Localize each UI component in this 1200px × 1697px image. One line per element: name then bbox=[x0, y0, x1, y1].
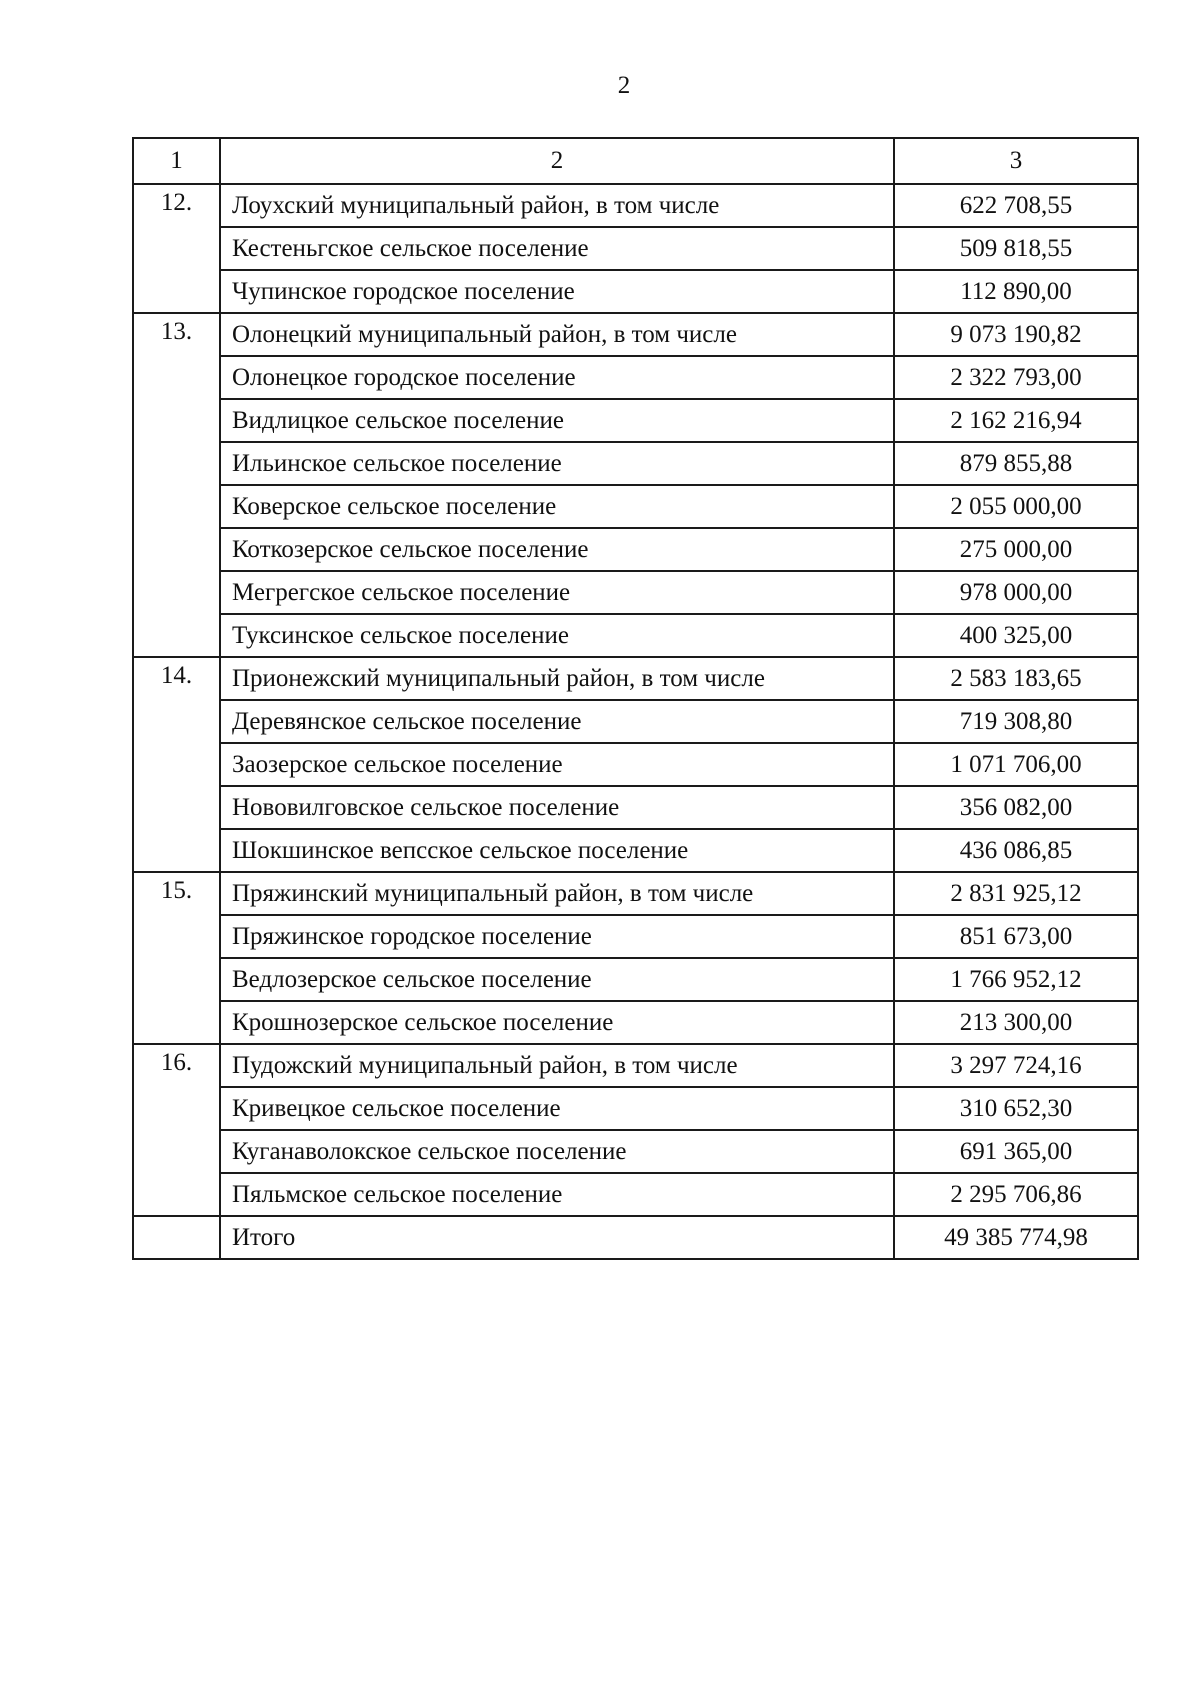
budget-table bbox=[132, 137, 1139, 1260]
settlement-name: Ведлозерское сельское поселение bbox=[220, 958, 894, 1001]
group-number-cell bbox=[133, 872, 220, 1044]
district-name: Лоухский муниципальный район, в том числе bbox=[220, 184, 894, 227]
group-number-cell bbox=[133, 657, 220, 872]
total-label: Итого bbox=[220, 1216, 894, 1259]
table-row bbox=[133, 958, 1138, 1001]
amount-value: 275 000,00 bbox=[894, 528, 1138, 571]
amount-value: 213 300,00 bbox=[894, 1001, 1138, 1044]
amount-value: 3 297 724,16 bbox=[894, 1044, 1138, 1087]
amount-value: 719 308,80 bbox=[894, 700, 1138, 743]
table-row bbox=[133, 743, 1138, 786]
group-number-cell bbox=[133, 313, 220, 657]
amount-value: 2 583 183,65 bbox=[894, 657, 1138, 700]
amount-value: 879 855,88 bbox=[894, 442, 1138, 485]
amount-value: 2 831 925,12 bbox=[894, 872, 1138, 915]
group-number: 12. bbox=[160, 189, 193, 216]
settlement-name: Чупинское городское поселение bbox=[220, 270, 894, 313]
table-row bbox=[133, 1173, 1138, 1216]
table-row bbox=[133, 485, 1138, 528]
table-row bbox=[133, 915, 1138, 958]
amount-value: 851 673,00 bbox=[894, 915, 1138, 958]
amount-value: 9 073 190,82 bbox=[894, 313, 1138, 356]
settlement-name: Мегрегское сельское поселение bbox=[220, 571, 894, 614]
page-number: 2 bbox=[617, 72, 631, 99]
amount-value: 436 086,85 bbox=[894, 829, 1138, 872]
district-name: Пряжинский муниципальный район, в том числе bbox=[220, 872, 894, 915]
total-value: 49 385 774,98 bbox=[894, 1216, 1138, 1259]
settlement-name: Заозерское сельское поселение bbox=[220, 743, 894, 786]
amount-value: 1 071 706,00 bbox=[894, 743, 1138, 786]
table-row bbox=[133, 442, 1138, 485]
table-row bbox=[133, 1087, 1138, 1130]
group-number-cell bbox=[133, 184, 220, 313]
table-row bbox=[133, 872, 1138, 915]
settlement-name: Туксинское сельское поселение bbox=[220, 614, 894, 657]
table-row bbox=[133, 399, 1138, 442]
settlement-name: Пряжинское городское поселение bbox=[220, 915, 894, 958]
table-row bbox=[133, 614, 1138, 657]
amount-value: 112 890,00 bbox=[894, 270, 1138, 313]
table-row bbox=[133, 571, 1138, 614]
district-name: Прионежский муниципальный район, в том числе bbox=[220, 657, 894, 700]
amount-value: 691 365,00 bbox=[894, 1130, 1138, 1173]
group-number: 16. bbox=[160, 1049, 193, 1076]
group-number: 14. bbox=[160, 662, 193, 689]
amount-value: 509 818,55 bbox=[894, 227, 1138, 270]
column-2-header: 2 bbox=[220, 138, 894, 184]
amount-value: 2 055 000,00 bbox=[894, 485, 1138, 528]
amount-value: 2 162 216,94 bbox=[894, 399, 1138, 442]
table-row bbox=[133, 1001, 1138, 1044]
amount-value: 2 295 706,86 bbox=[894, 1173, 1138, 1216]
settlement-name: Коткозерское сельское поселение bbox=[220, 528, 894, 571]
table-row bbox=[133, 829, 1138, 872]
table-row bbox=[133, 657, 1138, 700]
total-number-cell bbox=[133, 1216, 220, 1259]
settlement-name: Пяльмское сельское поселение bbox=[220, 1173, 894, 1216]
amount-value: 310 652,30 bbox=[894, 1087, 1138, 1130]
settlement-name: Кривецкое сельское поселение bbox=[220, 1087, 894, 1130]
table-row bbox=[133, 270, 1138, 313]
district-name: Пудожский муниципальный район, в том числе bbox=[220, 1044, 894, 1087]
district-name: Олонецкий муниципальный район, в том числе bbox=[220, 313, 894, 356]
amount-value: 400 325,00 bbox=[894, 614, 1138, 657]
column-1-header: 1 bbox=[133, 138, 220, 184]
amount-value: 622 708,55 bbox=[894, 184, 1138, 227]
table-row bbox=[133, 700, 1138, 743]
settlement-name: Кестеньгское сельское поселение bbox=[220, 227, 894, 270]
table-row bbox=[133, 1044, 1138, 1087]
column-3-header: 3 bbox=[894, 138, 1138, 184]
amount-value: 2 322 793,00 bbox=[894, 356, 1138, 399]
settlement-name: Ильинское сельское поселение bbox=[220, 442, 894, 485]
settlement-name: Деревянское сельское поселение bbox=[220, 700, 894, 743]
group-number-cell bbox=[133, 1044, 220, 1216]
amount-value: 1 766 952,12 bbox=[894, 958, 1138, 1001]
table-row bbox=[133, 184, 1138, 227]
settlement-name: Нововилговское сельское поселение bbox=[220, 786, 894, 829]
settlement-name: Куганаволокское сельское поселение bbox=[220, 1130, 894, 1173]
table-row bbox=[133, 313, 1138, 356]
total-row bbox=[133, 1216, 1138, 1259]
table-row bbox=[133, 528, 1138, 571]
table-row bbox=[133, 227, 1138, 270]
settlement-name: Олонецкое городское поселение bbox=[220, 356, 894, 399]
table-body bbox=[133, 138, 1138, 1259]
table-row bbox=[133, 356, 1138, 399]
table-row bbox=[133, 1130, 1138, 1173]
settlement-name: Шокшинское вепсское сельское поселение bbox=[220, 829, 894, 872]
table-row bbox=[133, 786, 1138, 829]
amount-value: 978 000,00 bbox=[894, 571, 1138, 614]
settlement-name: Видлицкое сельское поселение bbox=[220, 399, 894, 442]
column-number-row bbox=[133, 138, 1138, 184]
group-number: 15. bbox=[160, 877, 193, 904]
group-number: 13. bbox=[160, 318, 193, 345]
amount-value: 356 082,00 bbox=[894, 786, 1138, 829]
settlement-name: Коверское сельское поселение bbox=[220, 485, 894, 528]
settlement-name: Крошнозерское сельское поселение bbox=[220, 1001, 894, 1044]
